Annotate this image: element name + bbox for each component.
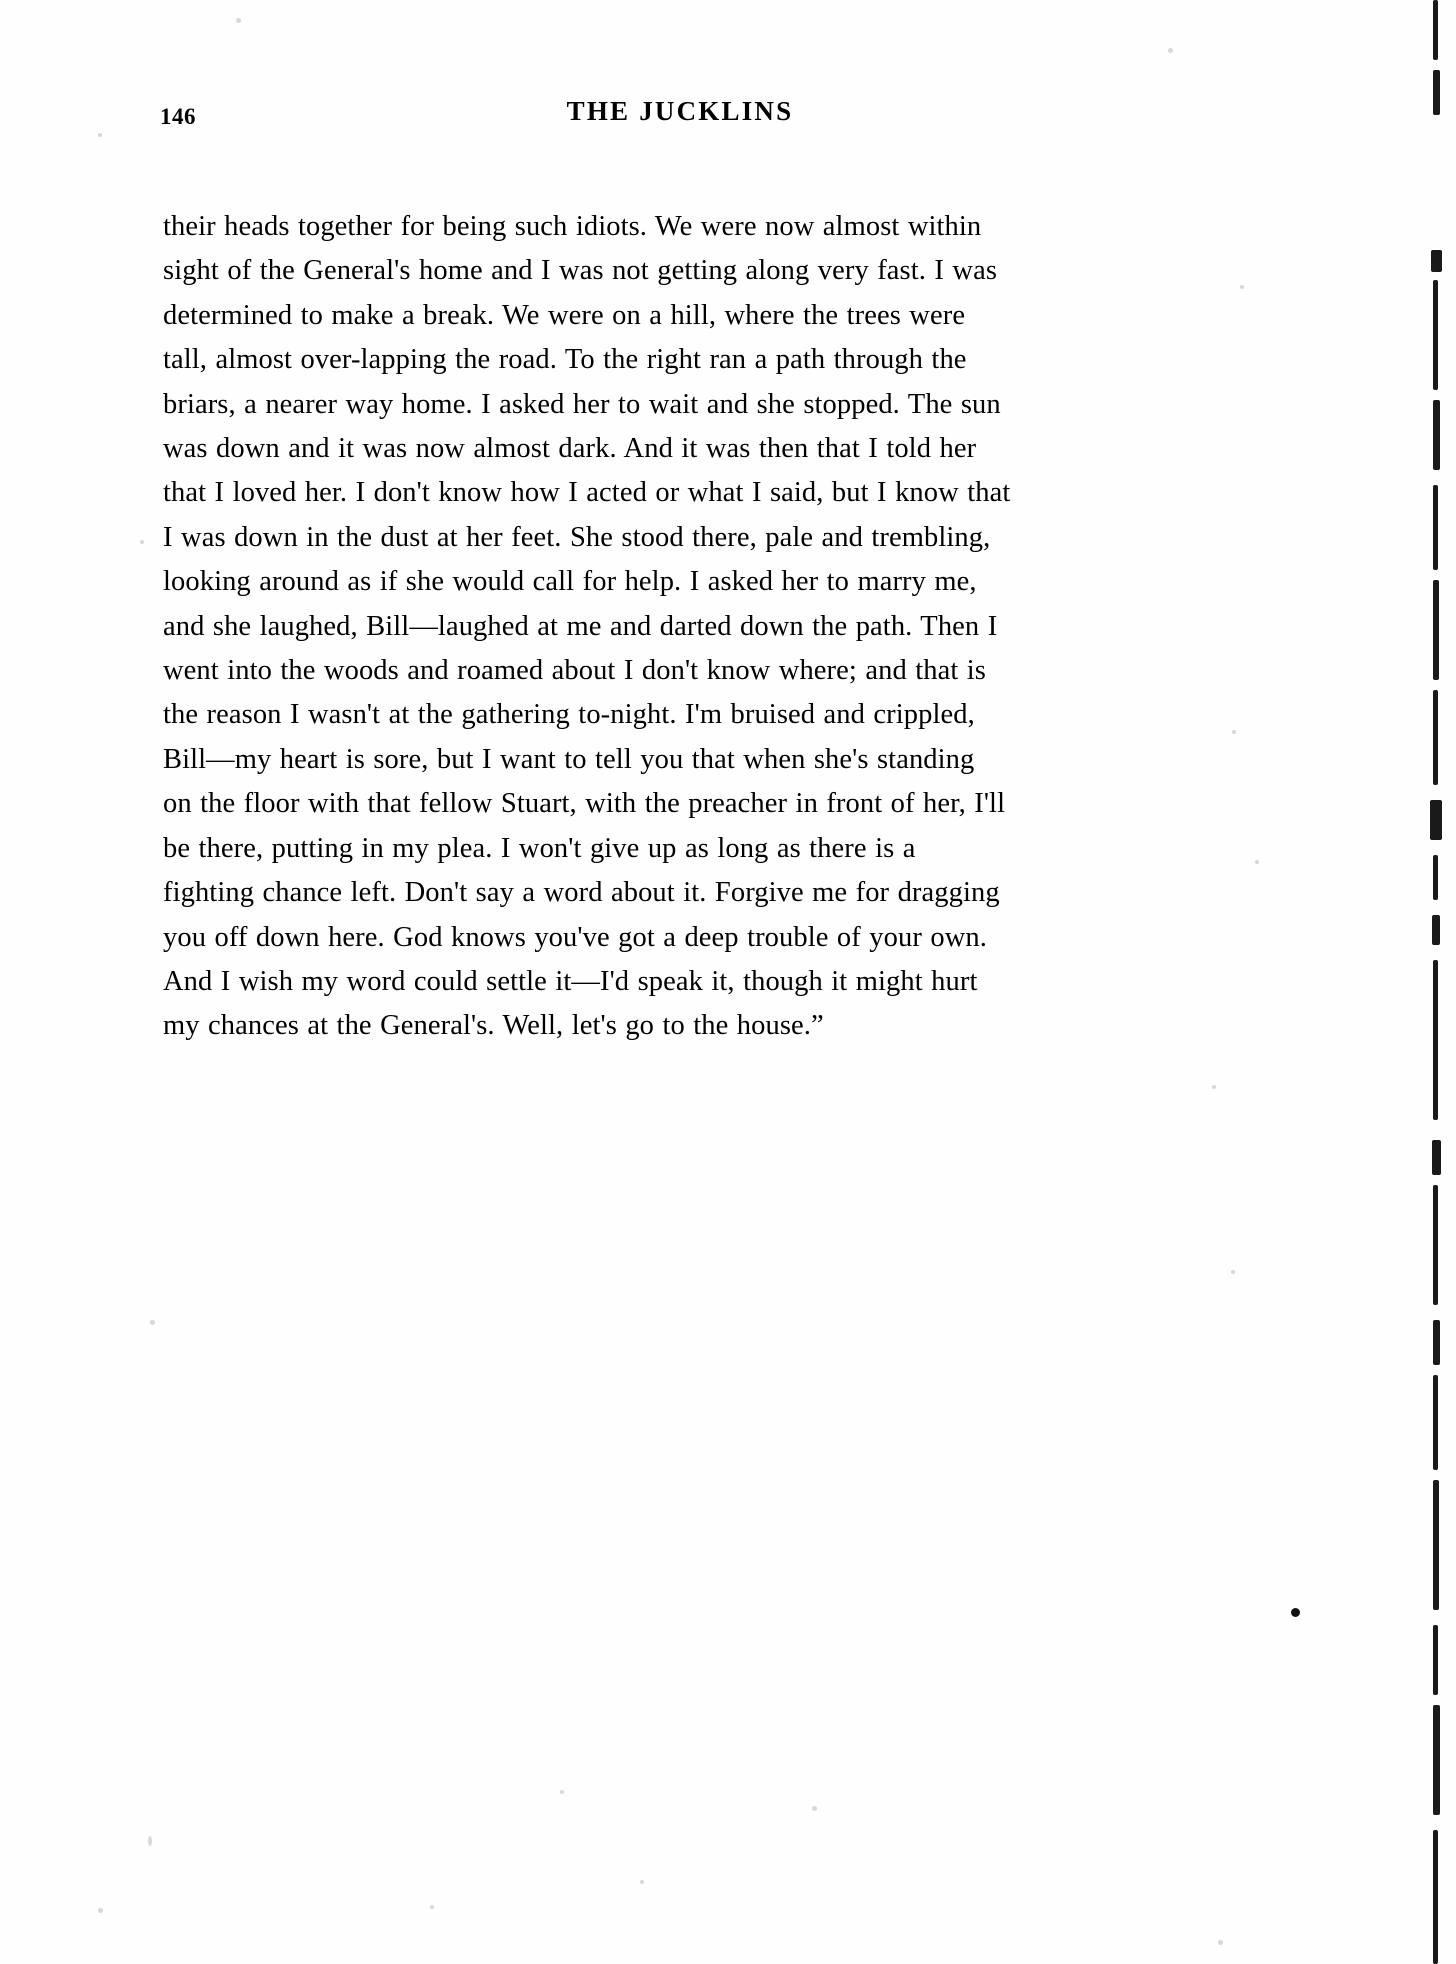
page-body (163, 205, 1011, 1049)
scan-speck (1212, 1085, 1216, 1089)
scan-speck (1255, 860, 1259, 864)
running-head-title: THE JUCKLINS (566, 96, 794, 126)
scan-speck (812, 1806, 817, 1811)
scan-speck (1218, 1940, 1223, 1945)
scan-speck (236, 18, 241, 23)
scan-speck (140, 540, 144, 544)
scan-speck (1232, 730, 1236, 734)
scan-edge-artifact (1396, 0, 1456, 1964)
scan-speck (148, 1836, 152, 1846)
scan-speck (98, 1908, 103, 1913)
page-number: 146 (160, 104, 196, 129)
scan-speck (1240, 285, 1244, 289)
paragraph: their heads together for being such idiots. We were now almost within sight of the General's home and I was not getting along very fast. I was determined to make a break. We were on a hill, where the trees were tall, almost over-lapping the road. To the right ran a path through the briars, a nearer way home. I asked her to wait and she stopped. The sun was down and it was now almost dark. And it was then that I told her that I loved her. I don't know how I acted or what I said, but I know that I was down in the dust at her feet. She stood there, pale and trembling, looking around as if she would call for help. I asked her to marry me, and she laughed, Bill—laughed at me and darted down the path. Then I went into the woods and roamed about I don't know where; and that is the reason I wasn't at the gathering to-night. I'm bruised and crippled, Bill—my heart is sore, but I want to tell you that when she's standing on the floor with that fellow Stuart, with the preacher in front of her, I'll be there, putting in my plea. I won't give up as long as there is a fighting chance left. Don't say a word about it. Forgive me for dragging you off down here. God knows you've got a deep trouble of your own. And I wish my word could settle it—I'd speak it, though it might hurt my chances at the General's. Well, let's go to the house.” (163, 211, 1011, 1042)
scan-speck (1231, 1270, 1235, 1274)
scan-speck (1291, 1608, 1300, 1617)
scan-speck (1168, 48, 1173, 53)
scan-speck (640, 1880, 644, 1884)
scan-speck (430, 1905, 434, 1909)
scan-speck (560, 1790, 564, 1794)
scan-speck (150, 1320, 155, 1325)
scan-speck (98, 133, 102, 137)
page-header (160, 96, 1200, 136)
